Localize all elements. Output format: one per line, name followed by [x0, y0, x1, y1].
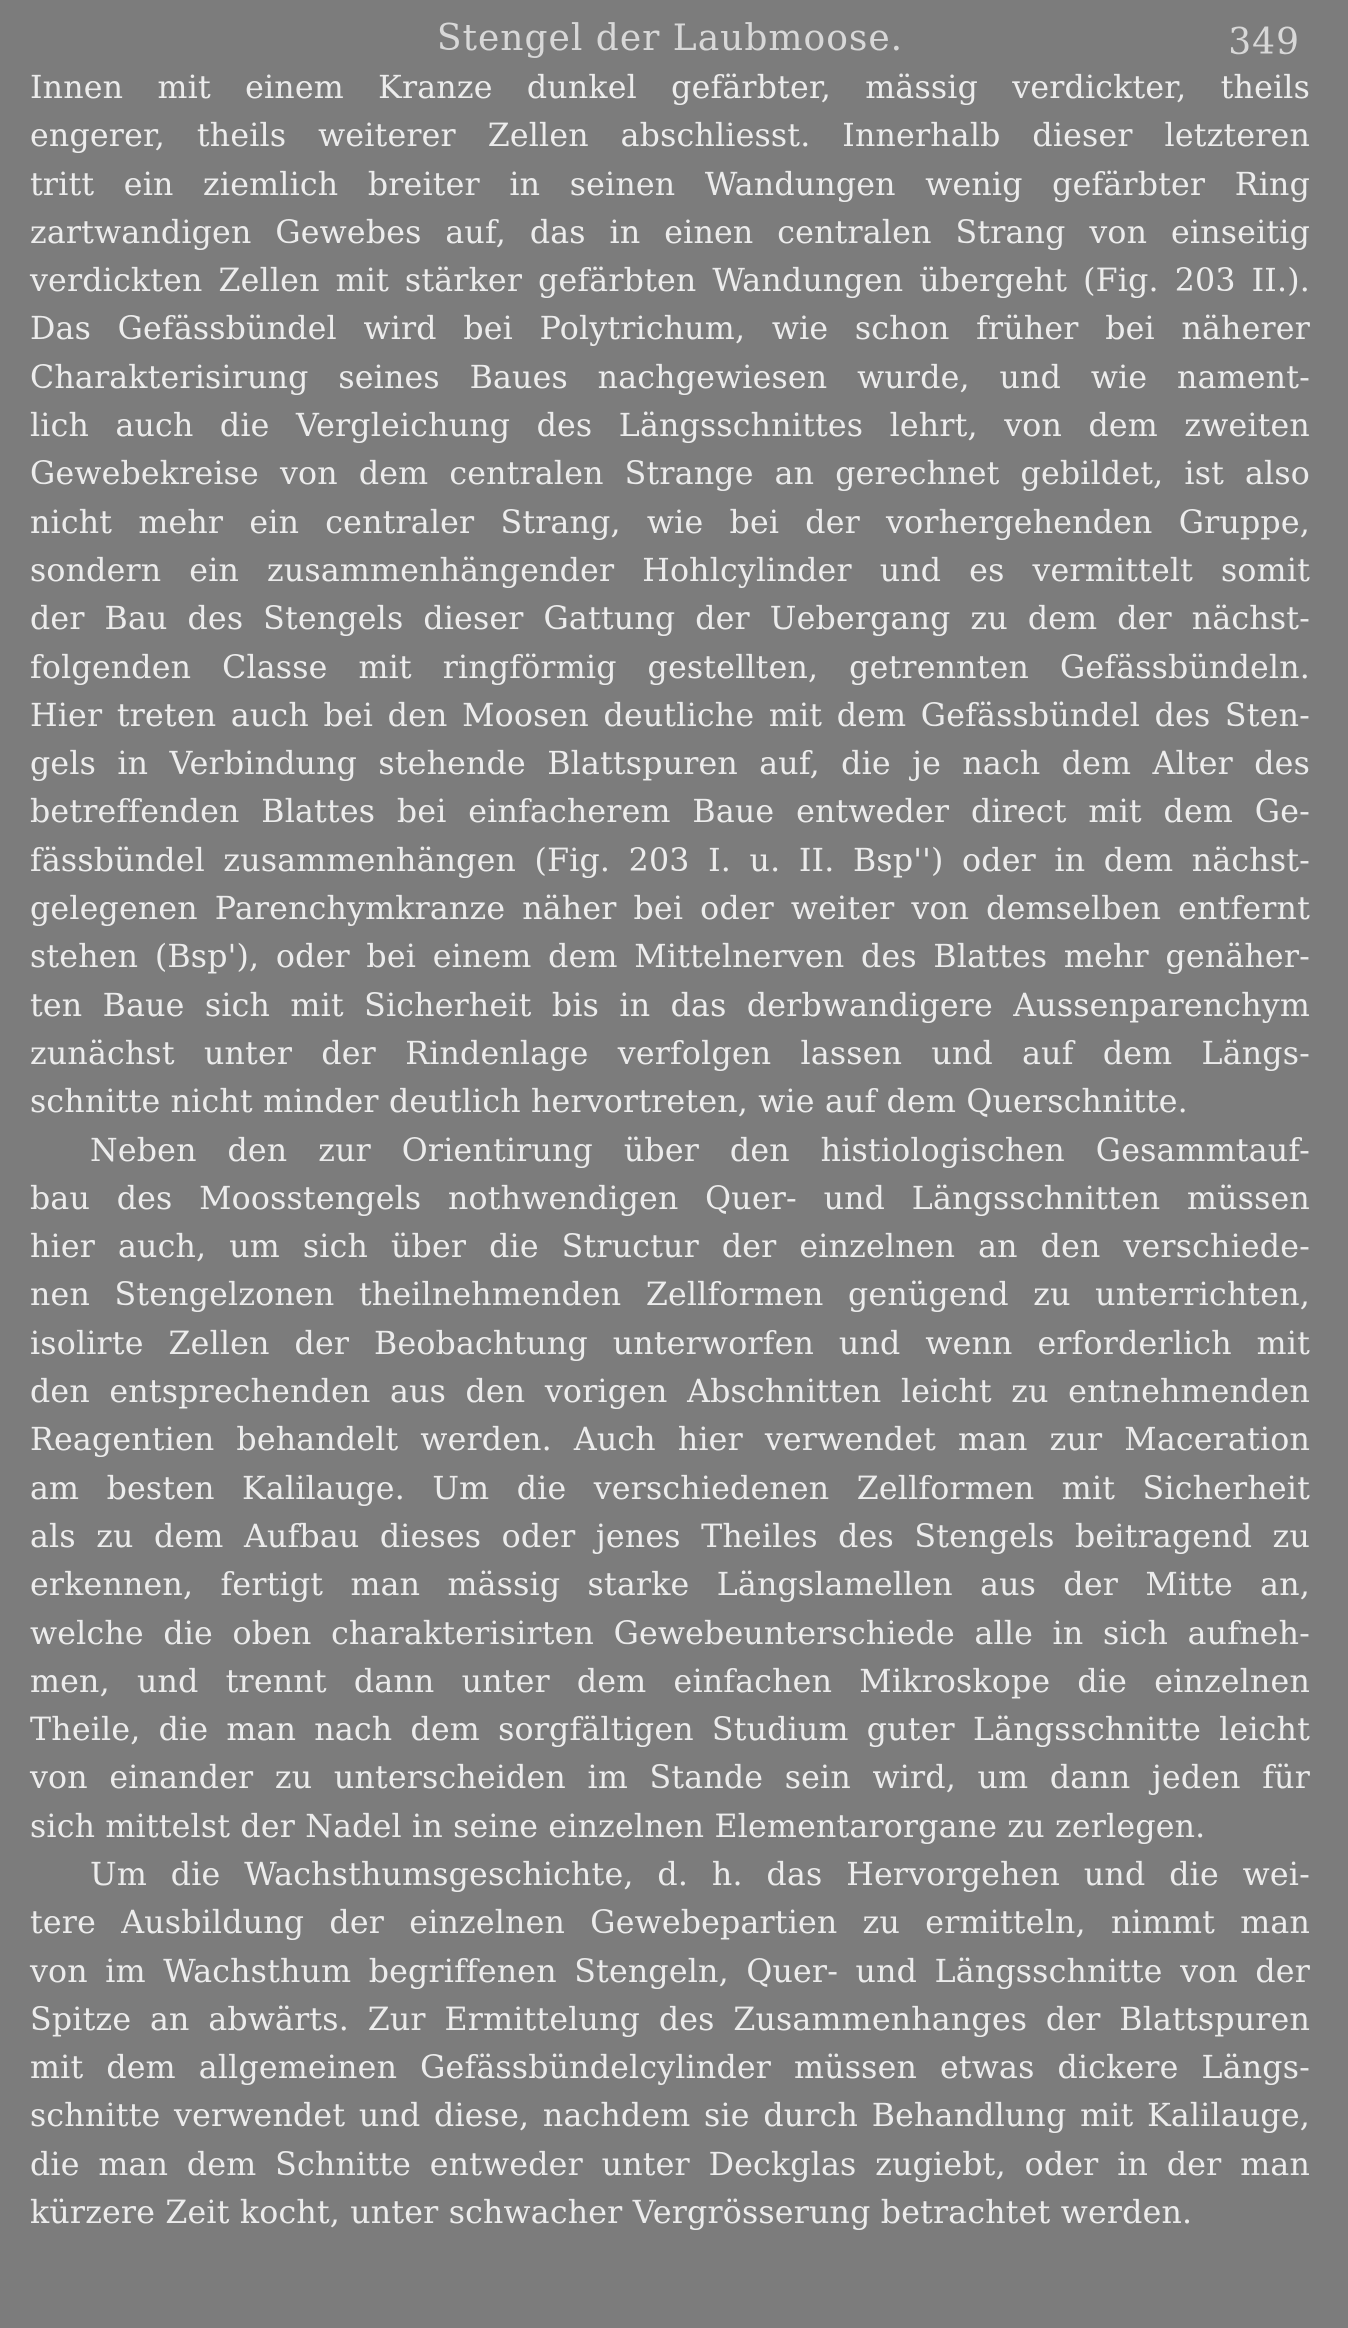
- paragraph-1: [30, 64, 1310, 1127]
- text-line: Reagentien behandelt werden. Auch hier verwendet man zur Maceration: [30, 1422, 1310, 1459]
- text-line: schnitte verwendet und diese, nachdem sie durch Behandlung mit Kalilauge,: [30, 2098, 1310, 2135]
- text-line: stehen (Bsp'), oder bei einem dem Mittelnerven des Blattes mehr genäher-: [30, 939, 1310, 976]
- text-line: tere Ausbildung der einzelnen Gewebepartien zu ermitteln, nimmt man: [30, 1905, 1310, 1942]
- text-line: Theile, die man nach dem sorgfältigen Studium guter Längsschnitte leicht: [30, 1712, 1310, 1749]
- text-line: ten Baue sich mit Sicherheit bis in das derbwandigere Aussenparenchym: [30, 987, 1310, 1024]
- text-line: hier auch, um sich über die Structur der einzelnen an den verschiede-: [30, 1229, 1310, 1266]
- text-line: gels in Verbindung stehende Blattspuren auf, die je nach dem Alter des: [30, 746, 1310, 783]
- text-line: zunächst unter der Rindenlage verfolgen lassen und auf dem Längs-: [30, 1035, 1310, 1072]
- text-line: gelegenen Parenchymkranze näher bei oder weiter von demselben entfernt: [30, 891, 1310, 928]
- text-line: der Bau des Stengels dieser Gattung der Uebergang zu dem der nächst-: [30, 601, 1310, 638]
- text-line: nen Stengelzonen theilnehmenden Zellformen genügend zu unterrichten,: [30, 1277, 1310, 1314]
- text-line: Hier treten auch bei den Moosen deutliche mit dem Gefässbündel des Sten-: [30, 697, 1310, 734]
- text-line: von im Wachsthum begriffenen Stengeln, Quer- und Längsschnitte von der: [30, 1953, 1310, 1990]
- running-head: [30, 0, 1310, 64]
- text-line: Das Gefässbündel wird bei Polytrichum, wie schon früher bei näherer: [30, 311, 1310, 348]
- text-line: Innen mit einem Kranze dunkel gefärbter, mässig verdickter, theils: [30, 70, 1310, 106]
- text-line: Spitze an abwärts. Zur Ermittelung des Zusammenhanges der Blattspuren: [30, 2001, 1310, 2038]
- body-text: [30, 64, 1310, 2237]
- paragraph-2: [30, 1127, 1310, 1851]
- text-line: Gewebekreise von dem centralen Strange an gerechnet gebildet, ist also: [30, 456, 1310, 493]
- text-line: bau des Moosstengels nothwendigen Quer- und Längsschnitten müssen: [30, 1180, 1310, 1217]
- text-line: verdickten Zellen mit stärker gefärbten Wandungen übergeht (Fig. 203 II.).: [30, 263, 1310, 300]
- running-head-title: Stengel der Laubmoose.: [436, 18, 904, 59]
- text-line: welche die oben charakterisirten Gewebeunterschiede alle in sich aufneh-: [30, 1615, 1310, 1652]
- text-line: sich mittelst der Nadel in seine einzelnen Elementarorgane zu zerlegen.: [30, 1808, 1206, 1845]
- text-line: Um die Wachsthumsgeschichte, d. h. das Hervorgehen und die wei-: [90, 1856, 1310, 1893]
- text-line: am besten Kalilauge. Um die verschiedenen Zellformen mit Sicherheit: [30, 1470, 1310, 1507]
- text-line: zartwandigen Gewebes auf, das in einen centralen Strang von einseitig: [30, 214, 1310, 251]
- page-number: 349: [1228, 22, 1300, 63]
- text-line: die man dem Schnitte entweder unter Deckglas zugiebt, oder in der man: [30, 2146, 1310, 2183]
- text-line: erkennen, fertigt man mässig starke Längslamellen aus der Mitte an,: [30, 1567, 1310, 1604]
- text-line: Neben den zur Orientirung über den histiologischen Gesammtauf-: [90, 1132, 1310, 1169]
- text-line: Charakterisirung seines Baues nachgewiesen wurde, und wie nament-: [30, 359, 1310, 396]
- text-line: schnitte nicht minder deutlich hervortreten, wie auf dem Querschnitte.: [30, 1084, 1188, 1121]
- text-line: engerer, theils weiterer Zellen abschliesst. Innerhalb dieser letzteren: [30, 118, 1310, 155]
- paragraph-3: [30, 1851, 1310, 2237]
- text-line: kürzere Zeit kocht, unter schwacher Vergrösserung betrachtet werden.: [30, 2195, 1193, 2232]
- text-line: von einander zu unterscheiden im Stande sein wird, um dann jeden für: [30, 1760, 1310, 1797]
- text-line: sondern ein zusammenhängender Hohlcylinder und es vermittelt somit: [30, 552, 1310, 589]
- text-line: lich auch die Vergleichung des Längsschnittes lehrt, von dem zweiten: [30, 408, 1310, 445]
- text-line: betreffenden Blattes bei einfacherem Baue entweder direct mit dem Ge-: [30, 794, 1310, 831]
- text-line: tritt ein ziemlich breiter in seinen Wandungen wenig gefärbter Ring: [30, 166, 1310, 203]
- text-line: isolirte Zellen der Beobachtung unterworfen und wenn erforderlich mit: [30, 1325, 1310, 1362]
- text-line: nicht mehr ein centraler Strang, wie bei der vorhergehenden Gruppe,: [30, 504, 1310, 541]
- text-line: men, und trennt dann unter dem einfachen Mikroskope die einzelnen: [30, 1663, 1310, 1700]
- text-line: folgenden Classe mit ringförmig gestellten, getrennten Gefässbündeln.: [30, 649, 1310, 686]
- text-line: den entsprechenden aus den vorigen Abschnitten leicht zu entnehmenden: [30, 1374, 1310, 1411]
- text-line: mit dem allgemeinen Gefässbündelcylinder müssen etwas dickere Längs-: [30, 2050, 1310, 2087]
- text-line: als zu dem Aufbau dieses oder jenes Theiles des Stengels beitragend zu: [30, 1518, 1310, 1555]
- text-line: fässbündel zusammenhängen (Fig. 203 I. u. II. Bsp'') oder in dem nächst-: [30, 842, 1310, 879]
